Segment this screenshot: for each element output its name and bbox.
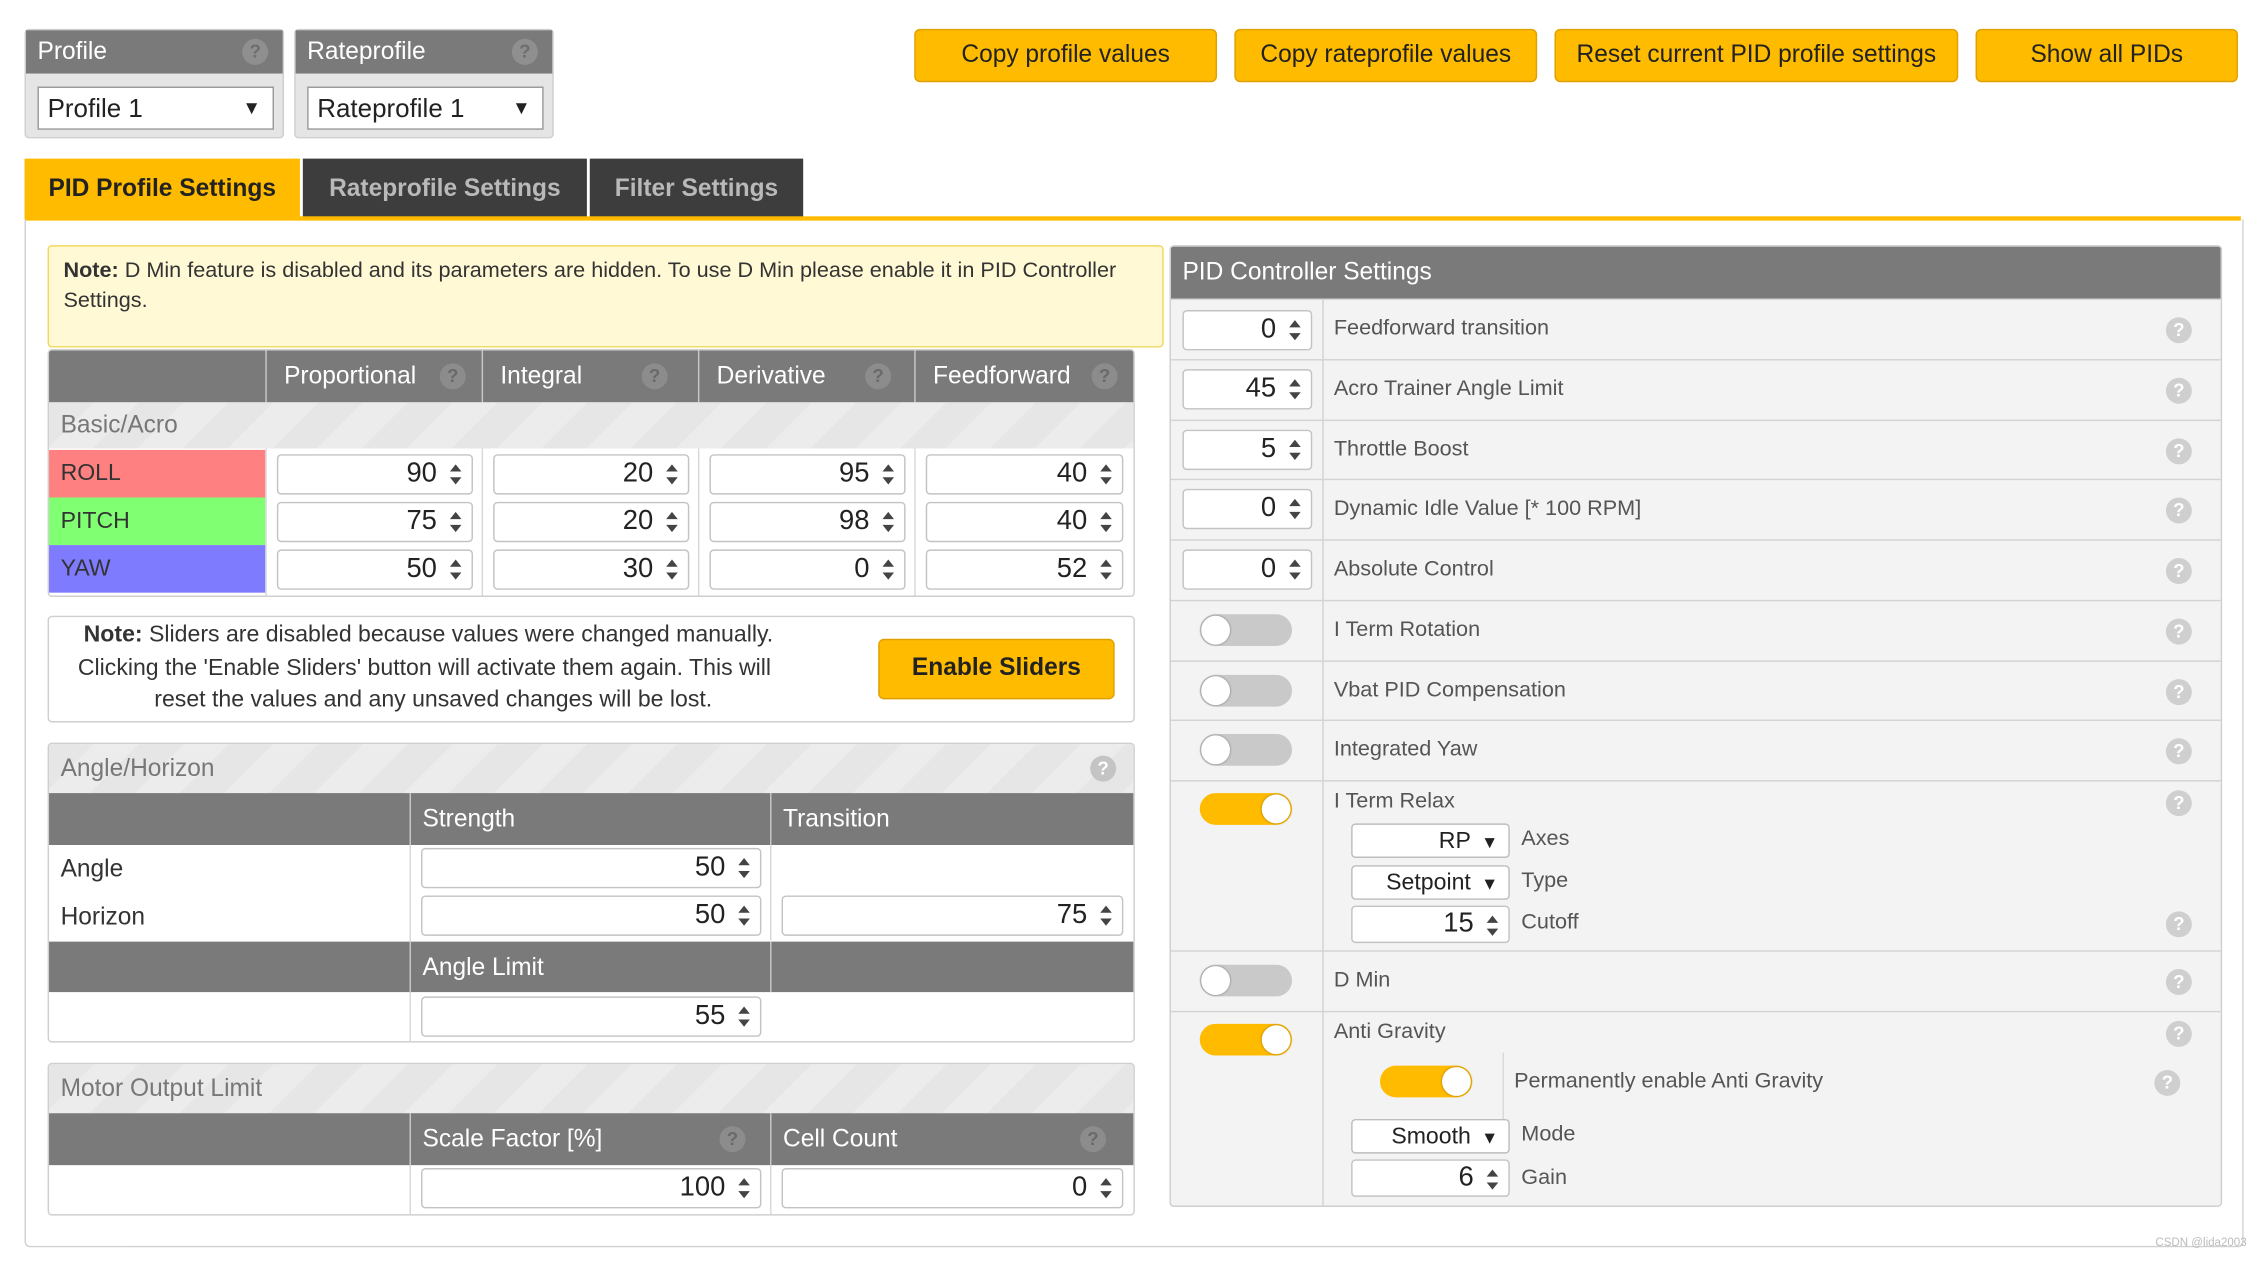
spinner-icon[interactable] xyxy=(877,505,900,540)
row-vbat-compensation xyxy=(1171,660,2221,719)
col-label: Scale Factor [%] xyxy=(422,1124,603,1153)
help-icon[interactable]: ? xyxy=(2166,969,2192,995)
spinner-icon[interactable] xyxy=(733,1171,756,1206)
divider xyxy=(1503,1053,1504,1119)
help-icon[interactable]: ? xyxy=(1080,1126,1106,1152)
col-label: Proportional xyxy=(284,361,417,390)
value: 0 xyxy=(1260,493,1277,524)
angle-limit-input[interactable] xyxy=(421,996,761,1036)
iterm-relax-cutoff-input[interactable] xyxy=(1351,906,1510,943)
roll-feedforward-input[interactable] xyxy=(926,454,1124,494)
spinner-icon[interactable] xyxy=(1481,908,1504,943)
yaw-feedforward-input[interactable] xyxy=(926,549,1124,589)
pid-controller-title: PID Controller Settings xyxy=(1171,247,2221,299)
vbat-compensation-toggle[interactable] xyxy=(1200,675,1292,707)
feedforward-transition-label: Feedforward transition xyxy=(1333,315,1550,341)
note-text: D Min feature is disabled and its parameters are hidden. To use D Min please enable it in PID Controller Settings. xyxy=(63,258,1117,313)
value: 52 xyxy=(1056,553,1088,585)
acro-trainer-input[interactable] xyxy=(1182,369,1312,409)
spinner-icon[interactable] xyxy=(1283,372,1306,407)
rateprofile-dropdown[interactable] xyxy=(307,87,543,130)
spinner-icon[interactable] xyxy=(660,457,683,492)
value: 50 xyxy=(694,852,726,883)
absolute-control-label: Absolute Control xyxy=(1333,556,1494,582)
value: 100 xyxy=(679,1172,726,1203)
spinner-icon[interactable] xyxy=(1283,492,1306,527)
axes-label: Axes xyxy=(1521,826,1570,851)
angle-horizon-title xyxy=(49,744,1133,793)
col-cell-count xyxy=(770,1113,1133,1165)
iterm-relax-type-select[interactable] xyxy=(1351,865,1510,900)
yaw-derivative-input[interactable] xyxy=(709,549,905,589)
value: 0 xyxy=(854,553,870,585)
rateprofile-selector xyxy=(294,29,554,139)
col-empty xyxy=(770,942,1133,992)
divider xyxy=(410,1165,411,1214)
anti-gravity-gain-input[interactable] xyxy=(1351,1159,1510,1196)
value: 50 xyxy=(694,899,726,931)
angle-label: Angle xyxy=(60,855,124,883)
dropdown-arrow-icon: ▼ xyxy=(1481,832,1499,853)
col-angle-limit xyxy=(410,942,771,992)
divider xyxy=(770,1165,771,1214)
spinner-icon[interactable] xyxy=(1283,552,1306,587)
help-icon[interactable]: ? xyxy=(1090,756,1116,782)
help-icon[interactable]: ? xyxy=(2166,1021,2192,1047)
value: 75 xyxy=(1056,899,1088,931)
acro-trainer-label: Acro Trainer Angle Limit xyxy=(1333,376,1564,401)
dmin-note xyxy=(48,245,1164,347)
iterm-relax-label: I Term Relax xyxy=(1333,788,1455,814)
vbat-compensation-label: Vbat PID Compensation xyxy=(1333,677,1566,703)
tab-pid-profile-settings[interactable]: PID Profile Settings xyxy=(25,159,300,220)
permanent-anti-gravity-toggle[interactable] xyxy=(1380,1066,1472,1098)
type-label: Type xyxy=(1521,868,1569,893)
profile-value: Profile 1 xyxy=(47,93,143,123)
yaw-integral-input[interactable] xyxy=(493,549,689,589)
divider xyxy=(698,448,699,595)
spinner-icon[interactable] xyxy=(660,552,683,587)
iterm-relax-toggle[interactable] xyxy=(1200,793,1292,825)
roll-proportional-input[interactable] xyxy=(277,454,473,494)
iterm-relax-axes-select[interactable] xyxy=(1351,823,1510,858)
iterm-rotation-toggle[interactable] xyxy=(1200,614,1292,646)
note-bold: Note: xyxy=(83,622,143,648)
section-basic-acro: Basic/Acro xyxy=(49,402,1133,448)
help-icon[interactable]: ? xyxy=(242,39,268,65)
value: 40 xyxy=(1056,506,1088,537)
integrated-yaw-toggle[interactable] xyxy=(1200,734,1292,766)
horizon-transition-input[interactable] xyxy=(782,895,1124,935)
spinner-icon[interactable] xyxy=(1283,313,1306,348)
spinner-icon[interactable] xyxy=(1283,433,1306,468)
profile-dropdown[interactable] xyxy=(37,87,273,130)
axis-roll: ROLL xyxy=(49,450,265,498)
absolute-control-input[interactable] xyxy=(1182,549,1312,589)
profile-label: Profile xyxy=(37,37,107,65)
value: 5 xyxy=(1260,434,1277,465)
d-min-toggle[interactable] xyxy=(1200,965,1292,997)
help-icon[interactable]: ? xyxy=(865,363,891,389)
col-label: Cell Count xyxy=(783,1124,898,1153)
value: 6 xyxy=(1458,1162,1474,1193)
pitch-derivative-input[interactable] xyxy=(709,502,905,542)
help-icon[interactable]: ? xyxy=(2166,679,2192,705)
value: 75 xyxy=(406,506,437,537)
title-text: Angle/Horizon xyxy=(60,754,215,782)
spinner-icon[interactable] xyxy=(1094,1171,1117,1206)
value: 55 xyxy=(694,1000,726,1032)
tab-filter-settings[interactable]: Filter Settings xyxy=(590,159,803,220)
slider-note-line2: Clicking the 'Enable Sliders' button will activate them again. This will xyxy=(77,656,772,681)
spinner-icon[interactable] xyxy=(733,999,756,1034)
watermark: CSDN @lida2003 xyxy=(2155,1235,2247,1249)
rateprofile-value: Rateprofile 1 xyxy=(317,93,465,123)
row-feedforward-transition xyxy=(1171,298,2221,359)
divider xyxy=(914,448,915,595)
value: RP xyxy=(1438,829,1471,854)
col-label: Feedforward xyxy=(932,361,1071,390)
cell-count-input[interactable] xyxy=(782,1168,1124,1208)
angle-horizon-header xyxy=(49,793,1133,845)
permanent-anti-gravity-label: Permanently enable Anti Gravity xyxy=(1514,1068,1824,1094)
rateprofile-label: Rateprofile xyxy=(307,37,426,65)
row-absolute-control xyxy=(1171,539,2221,600)
copy-rateprofile-values-button[interactable]: Copy rateprofile values xyxy=(1234,29,1537,82)
value: 95 xyxy=(839,458,870,489)
enable-sliders-button[interactable]: Enable Sliders xyxy=(878,639,1114,700)
profile-header xyxy=(26,30,283,73)
col-derivative xyxy=(698,350,914,402)
spinner-icon[interactable] xyxy=(733,851,756,886)
value: 0 xyxy=(1260,314,1277,345)
d-min-label: D Min xyxy=(1333,967,1391,993)
angle-limit-header xyxy=(49,942,1133,992)
help-icon[interactable]: ? xyxy=(2166,911,2192,937)
help-icon[interactable]: ? xyxy=(2154,1070,2180,1096)
pid-controller-settings xyxy=(1169,245,2222,1207)
row-throttle-boost xyxy=(1171,420,2221,479)
slider-note xyxy=(48,616,1135,723)
dropdown-arrow-icon: ▼ xyxy=(1481,873,1499,895)
value: 98 xyxy=(839,506,870,537)
reset-pid-profile-button[interactable]: Reset current PID profile settings xyxy=(1554,29,1958,82)
col-label: Angle Limit xyxy=(422,953,544,981)
anti-gravity-toggle[interactable] xyxy=(1200,1024,1292,1056)
help-icon[interactable]: ? xyxy=(440,363,466,389)
pitch-feedforward-input[interactable] xyxy=(926,502,1124,542)
note-bold: Note: xyxy=(63,258,119,283)
spinner-icon[interactable] xyxy=(444,505,467,540)
spinner-icon[interactable] xyxy=(1094,457,1117,492)
help-icon[interactable]: ? xyxy=(2166,790,2192,816)
help-icon[interactable]: ? xyxy=(642,363,668,389)
show-all-pids-button[interactable]: Show all PIDs xyxy=(1976,29,2238,82)
spinner-icon[interactable] xyxy=(444,552,467,587)
spinner-icon[interactable] xyxy=(444,457,467,492)
spinner-icon[interactable] xyxy=(877,457,900,492)
dropdown-arrow-icon: ▼ xyxy=(1481,1127,1499,1148)
motor-output-table xyxy=(48,1063,1135,1216)
divider xyxy=(265,448,266,595)
help-icon[interactable]: ? xyxy=(2166,317,2192,343)
value: 30 xyxy=(622,553,654,585)
roll-integral-input[interactable] xyxy=(493,454,689,494)
axis-pitch: PITCH xyxy=(49,497,265,545)
value: Setpoint xyxy=(1386,870,1471,896)
help-icon[interactable]: ? xyxy=(2166,378,2192,404)
value: 20 xyxy=(622,458,654,489)
value: 50 xyxy=(406,553,437,585)
angle-strength-input[interactable] xyxy=(421,848,761,888)
angle-horizon-table xyxy=(48,743,1135,1043)
scale-factor-input[interactable] xyxy=(421,1168,761,1208)
profile-selector xyxy=(25,29,285,139)
value: 40 xyxy=(1056,458,1088,489)
yaw-proportional-input[interactable] xyxy=(277,549,473,589)
roll-derivative-input[interactable] xyxy=(709,454,905,494)
value: 45 xyxy=(1245,373,1277,404)
pitch-proportional-input[interactable] xyxy=(277,502,473,542)
horizon-strength-input[interactable] xyxy=(421,895,761,935)
spinner-icon[interactable] xyxy=(1094,505,1117,540)
pid-table xyxy=(48,349,1135,597)
col-transition xyxy=(770,793,1133,845)
col-integral xyxy=(482,350,698,402)
spinner-icon[interactable] xyxy=(877,552,900,587)
feedforward-transition-input[interactable] xyxy=(1182,310,1312,350)
gain-label: Gain xyxy=(1521,1165,1568,1190)
spinner-icon[interactable] xyxy=(733,898,756,933)
copy-profile-values-button[interactable]: Copy profile values xyxy=(914,29,1217,82)
spinner-icon[interactable] xyxy=(1094,898,1117,933)
row-integrated-yaw xyxy=(1171,720,2221,781)
col-label: Derivative xyxy=(716,361,826,390)
col-label: Strength xyxy=(422,804,516,833)
help-icon[interactable]: ? xyxy=(512,39,538,65)
help-icon[interactable]: ? xyxy=(2166,438,2192,464)
col-feedforward xyxy=(914,350,1133,402)
col-proportional xyxy=(265,350,481,402)
col-label: Transition xyxy=(783,804,890,833)
spinner-icon[interactable] xyxy=(1481,1162,1504,1197)
slider-note-line3: reset the values and any unsaved changes will be lost. xyxy=(154,687,713,713)
row-iterm-rotation xyxy=(1171,600,2221,661)
pitch-integral-input[interactable] xyxy=(493,502,689,542)
horizon-label: Horizon xyxy=(60,902,146,931)
divider xyxy=(482,448,483,595)
row-acro-trainer xyxy=(1171,359,2221,420)
mode-label: Mode xyxy=(1521,1121,1576,1147)
value: 0 xyxy=(1072,1172,1088,1203)
help-icon[interactable]: ? xyxy=(2166,558,2192,584)
value: 20 xyxy=(622,506,654,537)
spinner-icon[interactable] xyxy=(1094,552,1117,587)
dynamic-idle-label: Dynamic Idle Value [* 100 RPM] xyxy=(1333,496,1642,521)
rateprofile-header xyxy=(296,30,553,73)
anti-gravity-label: Anti Gravity xyxy=(1333,1019,1446,1045)
anti-gravity-mode-select[interactable] xyxy=(1351,1119,1510,1154)
help-icon[interactable]: ? xyxy=(720,1126,746,1152)
motor-output-header xyxy=(49,1113,1133,1165)
spinner-icon[interactable] xyxy=(660,505,683,540)
help-icon[interactable]: ? xyxy=(2166,738,2192,764)
value: Smooth xyxy=(1391,1124,1471,1150)
throttle-boost-label: Throttle Boost xyxy=(1333,436,1469,462)
row-dynamic-idle xyxy=(1171,479,2221,540)
axis-yaw: YAW xyxy=(49,545,265,593)
slider-note-line1 xyxy=(84,623,774,649)
dynamic-idle-input[interactable] xyxy=(1182,489,1312,529)
value: 0 xyxy=(1260,553,1277,585)
value: 15 xyxy=(1443,908,1474,939)
row-anti-gravity xyxy=(1171,1011,2221,1206)
tab-rateprofile-settings[interactable]: Rateprofile Settings xyxy=(303,159,587,220)
iterm-rotation-label: I Term Rotation xyxy=(1333,617,1481,642)
motor-output-title: Motor Output Limit xyxy=(49,1064,1133,1113)
divider xyxy=(770,845,771,940)
cutoff-label: Cutoff xyxy=(1521,909,1579,935)
dropdown-arrow-icon: ▼ xyxy=(512,96,531,119)
help-icon[interactable]: ? xyxy=(2166,619,2192,645)
row-d-min xyxy=(1171,950,2221,1011)
pid-table-header xyxy=(49,350,1133,402)
throttle-boost-input[interactable] xyxy=(1182,430,1312,470)
dropdown-arrow-icon: ▼ xyxy=(242,96,262,119)
help-icon[interactable]: ? xyxy=(2166,497,2192,523)
row-iterm-relax xyxy=(1171,780,2221,950)
col-strength xyxy=(410,793,771,845)
value: 90 xyxy=(406,458,437,489)
note-text: Sliders are disabled because values were changed manually. xyxy=(142,622,774,648)
col-label: Integral xyxy=(500,361,583,390)
col-scale-factor xyxy=(410,1113,771,1165)
integrated-yaw-label: Integrated Yaw xyxy=(1333,736,1478,762)
help-icon[interactable]: ? xyxy=(1092,363,1118,389)
